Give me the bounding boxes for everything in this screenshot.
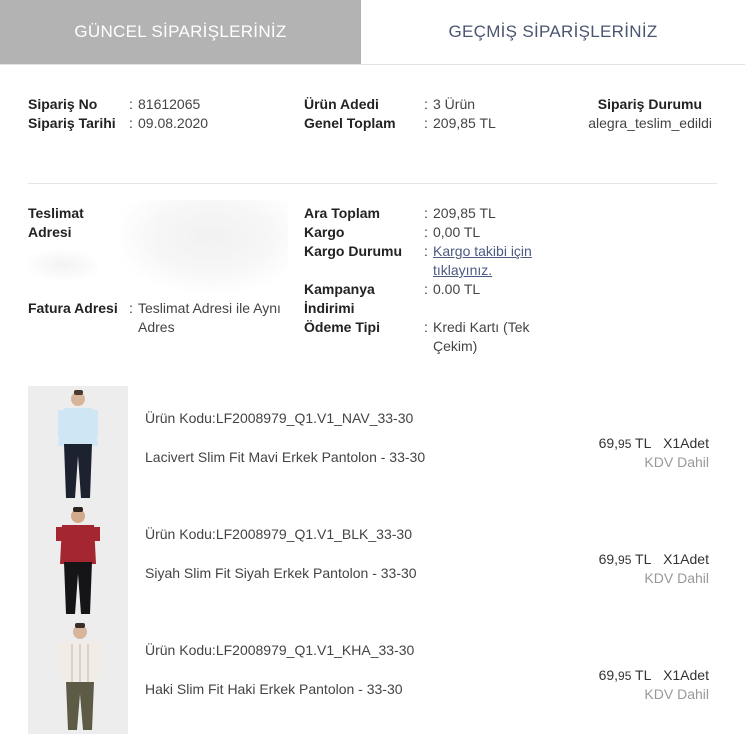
vat-included-note: KDV Dahil <box>644 570 709 586</box>
colon: : <box>129 96 133 112</box>
colon: : <box>129 300 133 316</box>
order-status-label: Sipariş Durumu <box>597 96 702 112</box>
product-code: Ürün Kodu:LF2008979_Q1.V1_BLK_33-30 <box>145 526 412 542</box>
product-name[interactable]: Haki Slim Fit Haki Erkek Pantolon - 33-30 <box>145 681 403 697</box>
order-tabs <box>0 0 745 65</box>
tab-past-orders[interactable]: GEÇMİŞ SİPARİŞLERİNİZ <box>361 0 745 64</box>
colon: : <box>424 319 428 335</box>
blurred-address <box>28 250 98 280</box>
product-code: Ürün Kodu:LF2008979_Q1.V1_KHA_33-30 <box>145 642 415 658</box>
product-item <box>28 502 718 618</box>
subtotal-value: 209,85 TL <box>433 205 496 221</box>
grand-total-value: 209,85 TL <box>433 115 496 131</box>
payment-type-value: Kredi Kartı (Tek <box>433 319 530 335</box>
vat-included-note: KDV Dahil <box>644 454 709 470</box>
campaign-discount-label: İndirimi <box>304 300 355 316</box>
order-no-label: Sipariş No <box>28 96 98 112</box>
colon: : <box>424 96 428 112</box>
blurred-address <box>118 200 288 292</box>
shipping-address-label: Adresi <box>28 224 72 240</box>
campaign-discount-value: 0.00 TL <box>433 281 481 297</box>
product-price: 69,95 TL X1Adet <box>598 435 709 451</box>
billing-address-value: Adres <box>138 319 175 335</box>
billing-address-label: Fatura Adresi <box>28 300 118 316</box>
colon: : <box>129 115 133 131</box>
colon: : <box>424 115 428 131</box>
colon: : <box>424 281 428 297</box>
product-code: Ürün Kodu:LF2008979_Q1.V1_NAV_33-30 <box>145 410 414 426</box>
colon: : <box>424 224 428 240</box>
grand-total-label: Genel Toplam <box>304 115 396 131</box>
item-count-value: 3 Ürün <box>433 96 476 112</box>
product-price: 69,95 TL X1Adet <box>598 551 709 567</box>
tab-current-orders[interactable]: GÜNCEL SİPARİŞLERİNİZ <box>0 0 361 64</box>
product-item <box>28 386 718 502</box>
product-name[interactable]: Lacivert Slim Fit Mavi Erkek Pantolon - 33-30 <box>145 449 426 465</box>
product-image[interactable] <box>28 386 128 502</box>
payment-type-label: Ödeme Tipi <box>304 319 380 335</box>
cargo-tracking-link[interactable]: Kargo takibi için <box>433 243 532 259</box>
colon: : <box>424 205 428 221</box>
section-divider <box>28 183 717 184</box>
item-count-label: Ürün Adedi <box>304 96 379 112</box>
cargo-value: 0,00 TL <box>433 224 481 240</box>
campaign-discount-label: Kampanya <box>304 281 375 297</box>
order-status-value: alegra_teslim_edildi <box>588 115 712 131</box>
product-name[interactable]: Siyah Slim Fit Siyah Erkek Pantolon - 33-30 <box>145 565 417 581</box>
subtotal-label: Ara Toplam <box>304 205 380 221</box>
product-price: 69,95 TL X1Adet <box>598 667 709 683</box>
cargo-tracking-link[interactable]: tıklayınız. <box>433 262 493 278</box>
order-date-value: 09.08.2020 <box>138 115 209 131</box>
vat-included-note: KDV Dahil <box>644 686 709 702</box>
shipping-address-label: Teslimat <box>28 205 84 221</box>
product-image[interactable] <box>28 502 128 618</box>
billing-address-value: Teslimat Adresi ile Aynı <box>138 300 281 316</box>
cargo-label: Kargo <box>304 224 345 240</box>
colon: : <box>424 243 428 259</box>
payment-type-value: Çekim) <box>433 338 478 354</box>
cargo-status-label: Kargo Durumu <box>304 243 402 259</box>
order-no-value: 81612065 <box>138 96 201 112</box>
order-date-label: Sipariş Tarihi <box>28 115 116 131</box>
